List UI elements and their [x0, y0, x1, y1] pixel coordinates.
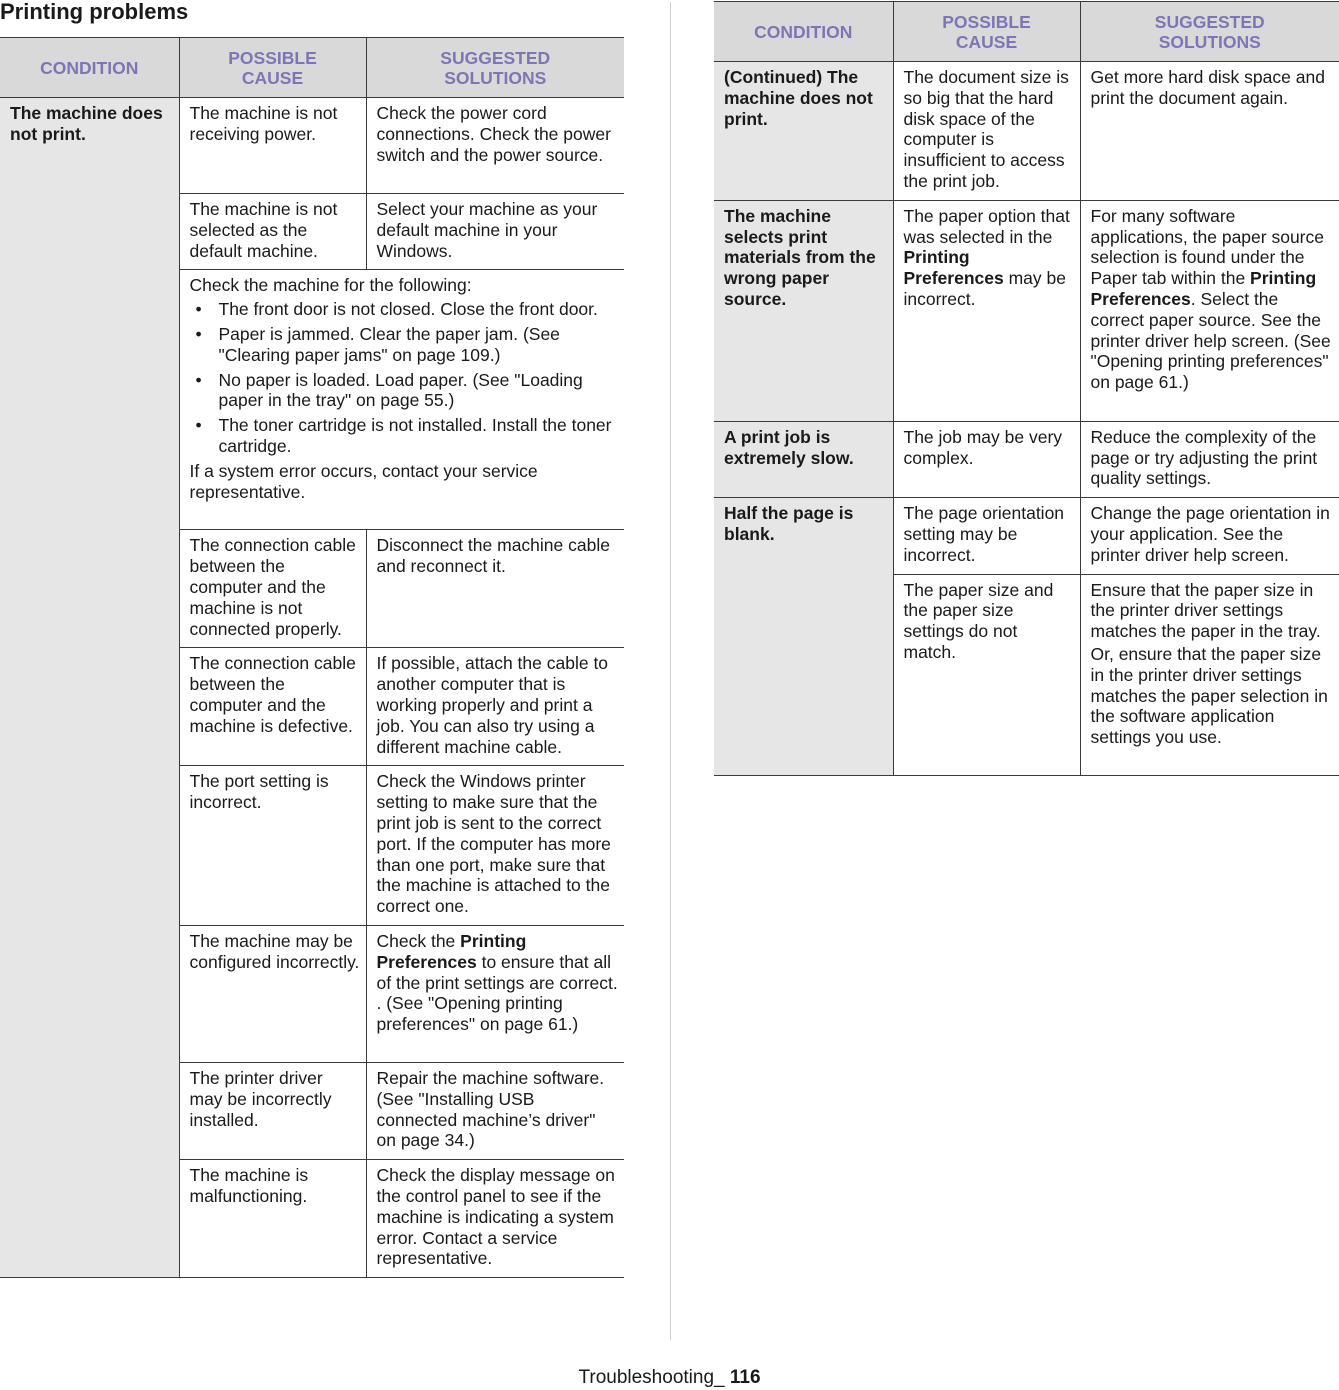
cause-cell: The page orientation setting may be incorrect. [893, 498, 1080, 574]
solution-cell: If possible, attach the cable to another computer that is working properly and print a job. You can also try using a different machine cable. [366, 648, 624, 766]
header-possible-cause: POSSIBLE CAUSE [893, 2, 1080, 62]
header-condition: CONDITION [0, 38, 179, 98]
cause-text: The paper option that was selected in the [903, 205, 1070, 247]
header-suggested-solutions: SUGGESTED SOLUTIONS [366, 38, 624, 98]
cause-cell: The machine is not selected as the default machine. [179, 194, 366, 270]
cause-cell: The connection cable between the computer and the machine is defective. [179, 648, 366, 766]
solution-cell: Reduce the complexity of the page or try adjusting the print quality settings. [1080, 421, 1339, 497]
check-list [190, 299, 619, 457]
header-suggested-solutions: SUGGESTED SOLUTIONS [1080, 2, 1339, 62]
page-title: Printing problems [0, 0, 189, 24]
cause-cell: The machine is not receiving power. [179, 98, 366, 194]
cause-cell: The connection cable between the computer and the machine is not connected properly. [179, 530, 366, 648]
table-row [714, 498, 1339, 574]
column-divider [670, 2, 671, 1340]
table-row [714, 421, 1339, 497]
printing-problems-table-left [0, 37, 624, 1278]
solution-cell: Select your machine as your default machine in your Windows. [366, 194, 624, 270]
printing-preferences-label: Printing Preferences [376, 930, 527, 972]
solution-cell: Check the display message on the control panel to see if the machine is indicating a system error. Contact a service representative. [366, 1160, 624, 1278]
check-list-item: • Paper is jammed. Clear the paper jam. (See "Clearing paper jams" on page 109.) [190, 324, 619, 366]
table-header-row [0, 38, 624, 98]
header-possible-cause: POSSIBLE CAUSE [179, 38, 366, 98]
solution-cell: Check the power cord connections. Check the power switch and the power source. [366, 98, 624, 194]
solution-text: . Select the correct paper source. See the printer driver help screen. (See "Opening printing preferences" on page 61.) [1090, 288, 1331, 393]
table-row [714, 62, 1339, 201]
solution-cell: Get more hard disk space and print the document again. [1080, 62, 1339, 201]
printing-preferences-label: Printing Preferences [903, 247, 1004, 289]
solution-text: to ensure that all of the print settings are correct. . (See "Opening printing preferences" on page 61.) [376, 951, 618, 1035]
condition-cell: The machine does not print. [0, 98, 179, 1278]
solution-cell [1080, 574, 1339, 775]
page-footer [0, 1366, 1339, 1390]
condition-cell: The machine selects print materials from the wrong paper source. [714, 200, 893, 421]
solution-cell: Check the Windows printer setting to make sure that the print job is sent to the correct port. If the computer has more than one port, make sure that the machine is attached to the correct one. [366, 766, 624, 926]
check-list-item: • No paper is loaded. Load paper. (See "Loading paper in the tray" on page 55.) [190, 370, 619, 412]
check-outro: If a system error occurs, contact your service representative. [189, 460, 538, 502]
cause-cell: The paper size and the paper size settings do not match. [893, 574, 1080, 775]
check-list-cell [179, 270, 624, 530]
cause-cell: The port setting is incorrect. [179, 766, 366, 926]
cause-cell: The printer driver may be incorrectly installed. [179, 1062, 366, 1159]
solution-cell: Change the page orientation in your application. See the printer driver help screen. [1080, 498, 1339, 574]
cause-cell: The document size is so big that the hard disk space of the computer is insufficient to access the print job. [893, 62, 1080, 201]
solution-cell: Disconnect the machine cable and reconnect it. [366, 530, 624, 648]
footer-section: Troubleshooting_ [578, 1367, 730, 1388]
cause-cell: The job may be very complex. [893, 421, 1080, 497]
cause-cell [893, 200, 1080, 421]
solution-cell: Repair the machine software. (See "Installing USB connected machine’s driver" on page 34.) [366, 1062, 624, 1159]
solution-cell [366, 925, 624, 1062]
table-header-row [714, 2, 1339, 62]
check-list-item: • The toner cartridge is not installed. Install the toner cartridge. [190, 415, 619, 457]
condition-cell: Half the page is blank. [714, 498, 893, 775]
cause-cell: The machine may be configured incorrectly. [179, 925, 366, 1062]
condition-cell: A print job is extremely slow. [714, 421, 893, 497]
solution-text: For many software applications, the paper source selection is found under the Paper tab within the [1090, 205, 1324, 289]
header-condition: CONDITION [714, 2, 893, 62]
cause-text: may be incorrect. [903, 268, 1066, 309]
check-list-item: • The front door is not closed. Close the front door. [190, 299, 619, 320]
solution-text: Ensure that the paper size in the printer driver settings matches the paper in the tray. [1090, 579, 1321, 642]
condition-cell: (Continued) The machine does not print. [714, 62, 893, 201]
solution-text: Or, ensure that the paper size in the printer driver settings matches the paper selection in the software application settings you use. [1090, 643, 1328, 748]
printing-problems-table-right [714, 1, 1339, 776]
solution-text: Check the [376, 930, 461, 951]
cause-cell: The machine is malfunctioning. [179, 1160, 366, 1278]
table-row [714, 200, 1339, 421]
solution-cell [1080, 200, 1339, 421]
page-number: 116 [729, 1367, 761, 1388]
check-intro: Check the machine for the following: [189, 275, 472, 296]
printing-preferences-label: Printing Preferences [1090, 268, 1317, 309]
table-row [0, 98, 624, 194]
